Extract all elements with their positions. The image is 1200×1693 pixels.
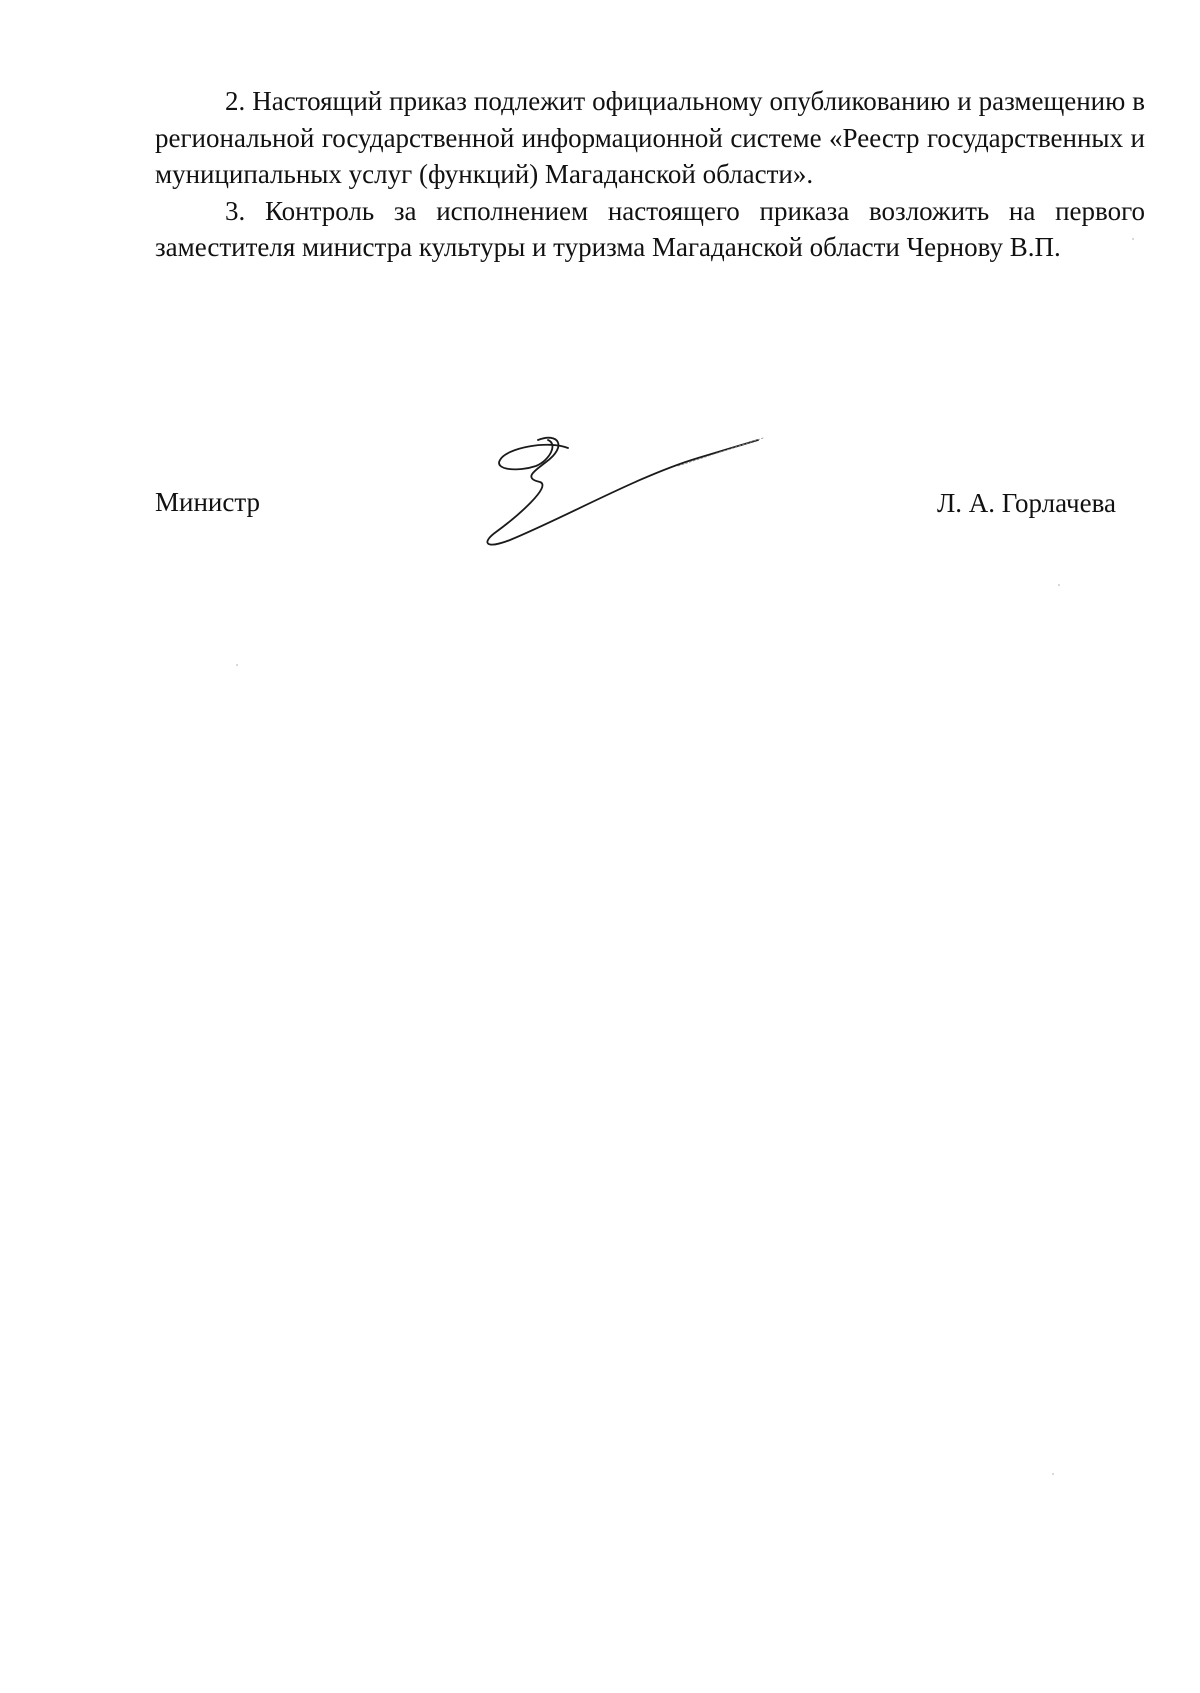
signatory-name: Л. А. Горлачева	[936, 488, 1116, 518]
scan-speck	[1058, 584, 1060, 586]
document-body	[155, 83, 1145, 266]
paragraph-control: 3. Контроль за исполнением настоящего приказа возложить на первого заместителя министра культуры и туризма Магаданской области Чернову В.П.	[155, 195, 1145, 262]
scan-speck	[236, 664, 238, 666]
scan-speck	[1052, 1473, 1054, 1475]
signatory-position: Министр	[155, 487, 260, 517]
scan-speck	[1132, 238, 1134, 240]
handwritten-signature	[478, 428, 768, 568]
paragraph-publication: 2. Настоящий приказ подлежит официальному опубликованию и размещению в региональной государственной информационной системе «Реестр государственных и муниципальных услуг (функций) Магаданской области».	[155, 86, 1145, 189]
